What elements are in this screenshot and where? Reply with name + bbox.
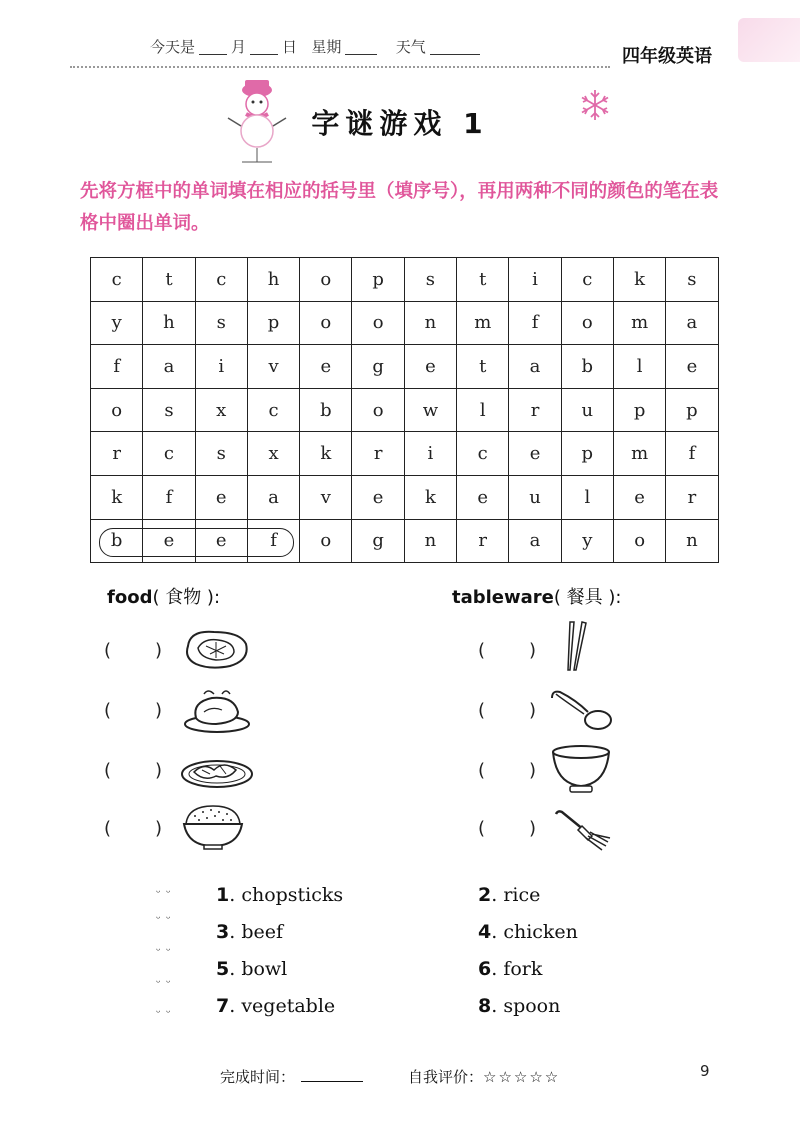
completion-time xyxy=(220,1066,363,1087)
dotted-divider xyxy=(70,66,610,68)
corner-decoration xyxy=(738,18,800,62)
grid-cell[interactable]: e xyxy=(143,519,195,563)
grid-cell[interactable]: a xyxy=(509,519,561,563)
grid-cell[interactable]: e xyxy=(404,345,456,389)
grid-cell[interactable]: t xyxy=(457,258,509,302)
word-item: 7. vegetable xyxy=(216,995,336,1017)
grid-cell[interactable]: i xyxy=(509,258,561,302)
grid-cell[interactable]: e xyxy=(666,345,718,389)
page-title: 字谜游戏 1 xyxy=(311,107,489,140)
day-label: 日 xyxy=(282,38,298,56)
grid-cell[interactable]: f xyxy=(509,301,561,345)
grid-cell[interactable]: t xyxy=(457,345,509,389)
tableware-section-label xyxy=(452,583,621,609)
word-item: 4. chicken xyxy=(478,921,578,943)
food-cn-label: ( 食物 ): xyxy=(152,587,221,608)
grid-row xyxy=(91,432,719,476)
grid-row xyxy=(91,301,719,345)
grid-cell[interactable]: f xyxy=(143,475,195,519)
instruction-text: 先将方框中的单词填在相应的括号里（填序号），再用两种不同的颜色的笔在表格中圈出单词。 xyxy=(80,181,719,234)
food-section-label xyxy=(107,583,220,609)
self-evaluation xyxy=(408,1066,560,1087)
date-line xyxy=(150,36,484,57)
weekday-label: 星期 xyxy=(311,38,342,56)
day-blank[interactable] xyxy=(250,40,278,55)
tableware-cn-label: ( 餐具 ): xyxy=(553,587,622,608)
grid-cell[interactable]: i xyxy=(195,345,247,389)
grid-cell[interactable]: r xyxy=(509,388,561,432)
grid-cell[interactable]: s xyxy=(404,258,456,302)
grid-cell[interactable]: e xyxy=(457,475,509,519)
food-answer-4[interactable]: ( ) xyxy=(104,818,163,839)
grid-cell[interactable]: p xyxy=(613,388,665,432)
grid-cell[interactable]: x xyxy=(195,388,247,432)
grid-cell[interactable]: c xyxy=(91,258,143,302)
grid-cell[interactable]: g xyxy=(352,345,404,389)
grid-cell[interactable]: s xyxy=(143,388,195,432)
grid-cell[interactable]: u xyxy=(561,388,613,432)
subject-label: 四年级英语 xyxy=(622,46,712,67)
grid-cell[interactable]: s xyxy=(195,432,247,476)
food-answer-2[interactable]: ( ) xyxy=(104,700,163,721)
grid-cell[interactable]: p xyxy=(666,388,718,432)
grid-cell[interactable]: c xyxy=(247,388,299,432)
self-eval-label: 自我评价： xyxy=(408,1068,484,1086)
list-bullet-icon: ᵕ ᵕ xyxy=(156,976,172,989)
grid-cell[interactable]: l xyxy=(613,345,665,389)
grid-cell[interactable]: b xyxy=(561,345,613,389)
grid-cell[interactable]: a xyxy=(143,345,195,389)
grid-cell[interactable]: n xyxy=(404,519,456,563)
fork-icon xyxy=(552,806,612,852)
word-search-grid xyxy=(90,257,719,563)
rice-bowl-icon xyxy=(180,798,246,852)
page-number: 9 xyxy=(700,1062,710,1080)
month-label: 月 xyxy=(231,38,247,56)
grid-cell[interactable]: m xyxy=(457,301,509,345)
tableware-label: tableware xyxy=(452,587,554,608)
grid-cell[interactable]: y xyxy=(91,301,143,345)
grid-cell[interactable]: i xyxy=(404,432,456,476)
grid-cell[interactable]: p xyxy=(561,432,613,476)
grid-cell[interactable]: o xyxy=(300,258,352,302)
tableware-answer-3[interactable]: ( ) xyxy=(478,760,537,781)
grid-cell[interactable]: a xyxy=(247,475,299,519)
grid-cell[interactable]: r xyxy=(91,432,143,476)
food-answer-1[interactable]: ( ) xyxy=(104,640,163,661)
grid-cell[interactable]: e xyxy=(300,345,352,389)
grid-cell[interactable]: y xyxy=(561,519,613,563)
bowl-icon xyxy=(550,740,612,796)
grid-cell[interactable]: w xyxy=(404,388,456,432)
grid-cell[interactable]: l xyxy=(457,388,509,432)
month-blank[interactable] xyxy=(199,40,227,55)
word-item: 1. chopsticks xyxy=(216,884,344,906)
grid-cell[interactable]: a xyxy=(509,345,561,389)
grid-cell[interactable]: s xyxy=(666,258,718,302)
grid-cell[interactable]: k xyxy=(404,475,456,519)
food-answer-3[interactable]: ( ) xyxy=(104,760,163,781)
grid-cell[interactable]: a xyxy=(666,301,718,345)
grid-cell[interactable]: l xyxy=(561,475,613,519)
list-bullet-icon: ᵕ ᵕ xyxy=(156,1006,172,1019)
beef-example-circle xyxy=(99,528,294,557)
grid-cell[interactable]: u xyxy=(509,475,561,519)
grid-cell[interactable]: v xyxy=(300,475,352,519)
vegetable-plate-icon xyxy=(180,752,254,790)
grid-cell[interactable]: e xyxy=(195,475,247,519)
grid-cell[interactable]: o xyxy=(352,301,404,345)
word-item: 6. fork xyxy=(478,958,543,980)
grid-cell[interactable]: f xyxy=(247,519,299,563)
today-is-label: 今天是 xyxy=(150,38,196,56)
grid-cell[interactable]: p xyxy=(247,301,299,345)
grid-row xyxy=(91,388,719,432)
grid-cell[interactable]: c xyxy=(143,432,195,476)
grid-cell[interactable]: k xyxy=(300,432,352,476)
grid-cell[interactable]: b xyxy=(300,388,352,432)
word-item: 5. bowl xyxy=(216,958,288,980)
grid-cell[interactable]: x xyxy=(247,432,299,476)
grid-cell[interactable]: m xyxy=(613,432,665,476)
food-label: food xyxy=(107,587,153,608)
grid-cell[interactable]: h xyxy=(247,258,299,302)
grid-cell[interactable]: e xyxy=(613,475,665,519)
weekday-blank[interactable] xyxy=(345,40,377,55)
rating-stars-icon[interactable]: ☆☆☆☆☆ xyxy=(483,1068,561,1086)
grid-cell[interactable]: c xyxy=(195,258,247,302)
grid-cell[interactable]: k xyxy=(613,258,665,302)
completion-time-label: 完成时间： xyxy=(220,1068,296,1086)
tableware-answer-4[interactable]: ( ) xyxy=(478,818,537,839)
grid-cell[interactable]: c xyxy=(561,258,613,302)
list-bullet-icon: ᵕ ᵕ xyxy=(156,944,172,957)
grid-cell[interactable]: n xyxy=(404,301,456,345)
grid-cell[interactable]: f xyxy=(91,345,143,389)
grid-cell[interactable]: r xyxy=(457,519,509,563)
grid-cell[interactable]: m xyxy=(613,301,665,345)
grid-cell[interactable]: f xyxy=(666,432,718,476)
grid-cell[interactable]: o xyxy=(613,519,665,563)
grid-cell[interactable]: v xyxy=(247,345,299,389)
word-item: 8. spoon xyxy=(478,995,561,1017)
grid-cell[interactable]: h xyxy=(143,301,195,345)
grid-cell[interactable]: e xyxy=(195,519,247,563)
list-bullet-icon: ᵕ ᵕ xyxy=(156,886,172,899)
tableware-answer-2[interactable]: ( ) xyxy=(478,700,537,721)
weather-label: 天气 xyxy=(395,38,426,56)
grid-cell[interactable]: s xyxy=(195,301,247,345)
grid-cell[interactable]: r xyxy=(352,432,404,476)
roast-chicken-icon xyxy=(182,686,252,734)
grid-cell[interactable]: o xyxy=(91,388,143,432)
chopsticks-icon xyxy=(560,620,594,672)
grid-cell[interactable]: b xyxy=(91,519,143,563)
grid-cell[interactable]: e xyxy=(352,475,404,519)
word-item: 2. rice xyxy=(478,884,541,906)
word-item: 3. beef xyxy=(216,921,283,943)
spoon-icon xyxy=(548,686,614,732)
grid-cell[interactable]: o xyxy=(300,301,352,345)
grid-cell[interactable]: p xyxy=(352,258,404,302)
tableware-answer-1[interactable]: ( ) xyxy=(478,640,537,661)
weather-blank[interactable] xyxy=(430,40,480,55)
grid-row xyxy=(91,258,719,302)
grid-cell[interactable]: k xyxy=(91,475,143,519)
grid-cell[interactable]: o xyxy=(561,301,613,345)
list-bullet-icon: ᵕ ᵕ xyxy=(156,912,172,925)
grid-cell[interactable]: n xyxy=(666,519,718,563)
grid-cell[interactable]: c xyxy=(457,432,509,476)
steak-icon xyxy=(180,626,252,674)
grid-row xyxy=(91,345,719,389)
grid-cell[interactable]: r xyxy=(666,475,718,519)
snowflake-icon xyxy=(578,88,612,122)
grid-cell[interactable]: o xyxy=(352,388,404,432)
completion-time-blank[interactable] xyxy=(301,1081,363,1082)
grid-cell[interactable]: g xyxy=(352,519,404,563)
grid-row xyxy=(91,475,719,519)
grid-cell[interactable]: o xyxy=(300,519,352,563)
grid-cell[interactable]: e xyxy=(509,432,561,476)
grid-cell[interactable]: t xyxy=(143,258,195,302)
